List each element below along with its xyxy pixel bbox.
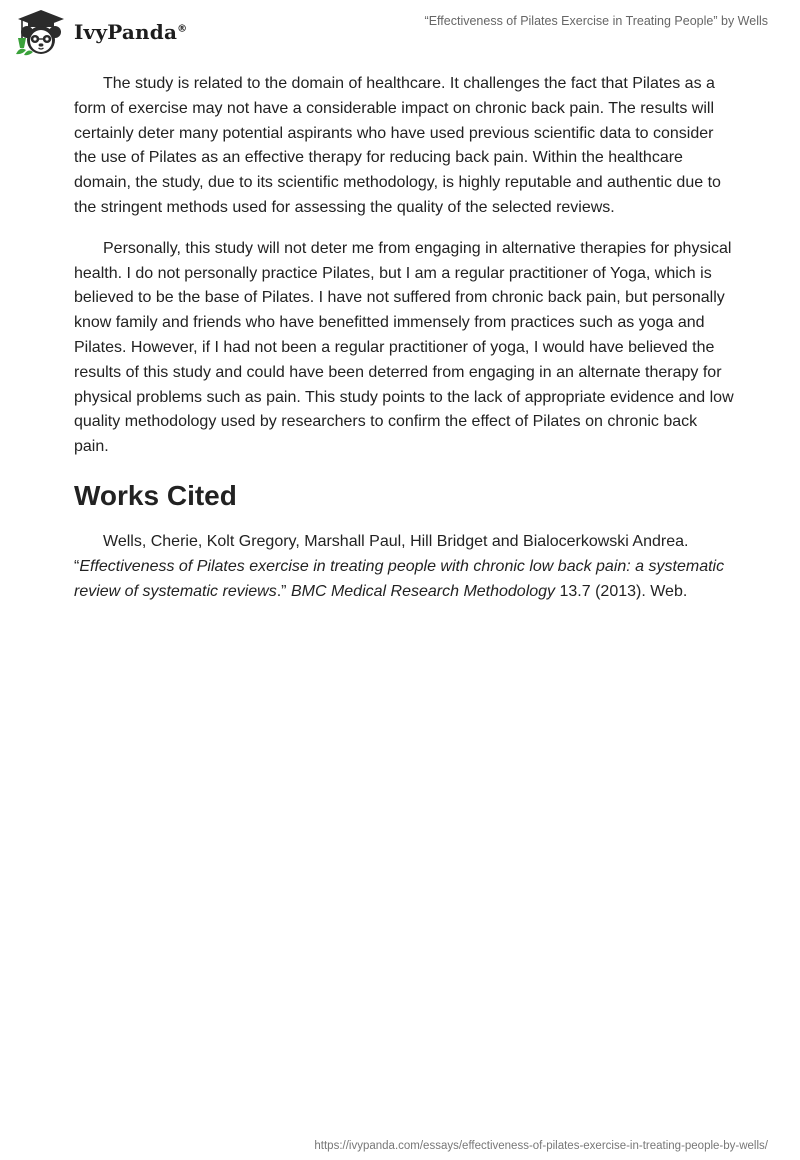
citation-entry <box>74 530 734 604</box>
panda-graduate-icon <box>14 8 68 56</box>
works-cited-heading: Works Cited <box>74 479 237 511</box>
citation-article-title: Effectiveness of Pilates exercise in treating people with chronic low back pain: a systematic review of systematic reviews <box>74 557 725 600</box>
citation-details: 13.7 (2013). Web. <box>555 582 688 600</box>
essay-content <box>74 72 734 604</box>
source-url[interactable]: https://ivypanda.com/essays/effectiveness-of-pilates-exercise-in-treating-people-by-wells/ <box>314 1140 768 1152</box>
citation-authors: Wells, Cherie, Kolt Gregory, Marshall Paul, Hill Bridget and Bialocerkowski Andrea. <box>103 532 689 550</box>
body-paragraph-2: Personally, this study will not deter me from engaging in alternative therapies for physical health. I do not personally practice Pilates, but I am a regular practitioner of Yoga, which is believed to be the base of Pilates. I have not suffered from chronic back pain, but personally know family and friends who have benefitted immensely from practices such as yoga and Pilates. However, if I had not been a regular practitioner of yoga, I would have believed the results of this study and could have been deterred from engaging in an alternate therapy for physical problems such as pain. This study points to the lack of appropriate evidence and low quality methodology used by researchers to confirm the effect of Pilates on chronic back pain. <box>74 239 734 456</box>
brand-name: IvyPanda® <box>74 20 188 44</box>
registered-mark: ® <box>177 23 188 35</box>
citation-close-quote: .” <box>276 582 291 600</box>
citation-open-quote: “ <box>74 557 80 575</box>
ivypanda-logo[interactable] <box>14 8 187 56</box>
citation-journal: BMC Medical Research Methodology <box>290 582 556 600</box>
body-paragraph-1: The study is related to the domain of healthcare. It challenges the fact that Pilates as a form of exercise may not have a considerable impact on chronic back pain. The results will certainly deter many potential aspirants who have used previous scientific data to consider the use of Pilates as an effective therapy for reducing back pain. Within the healthcare domain, the study, due to its scientific methodology, is highly reputable and authentic due to the stringent methods used for assessing the quality of the selected reviews. <box>74 75 721 216</box>
page-header <box>0 0 800 60</box>
document-title: “Effectiveness of Pilates Exercise in Treating People” by Wells <box>424 14 768 28</box>
